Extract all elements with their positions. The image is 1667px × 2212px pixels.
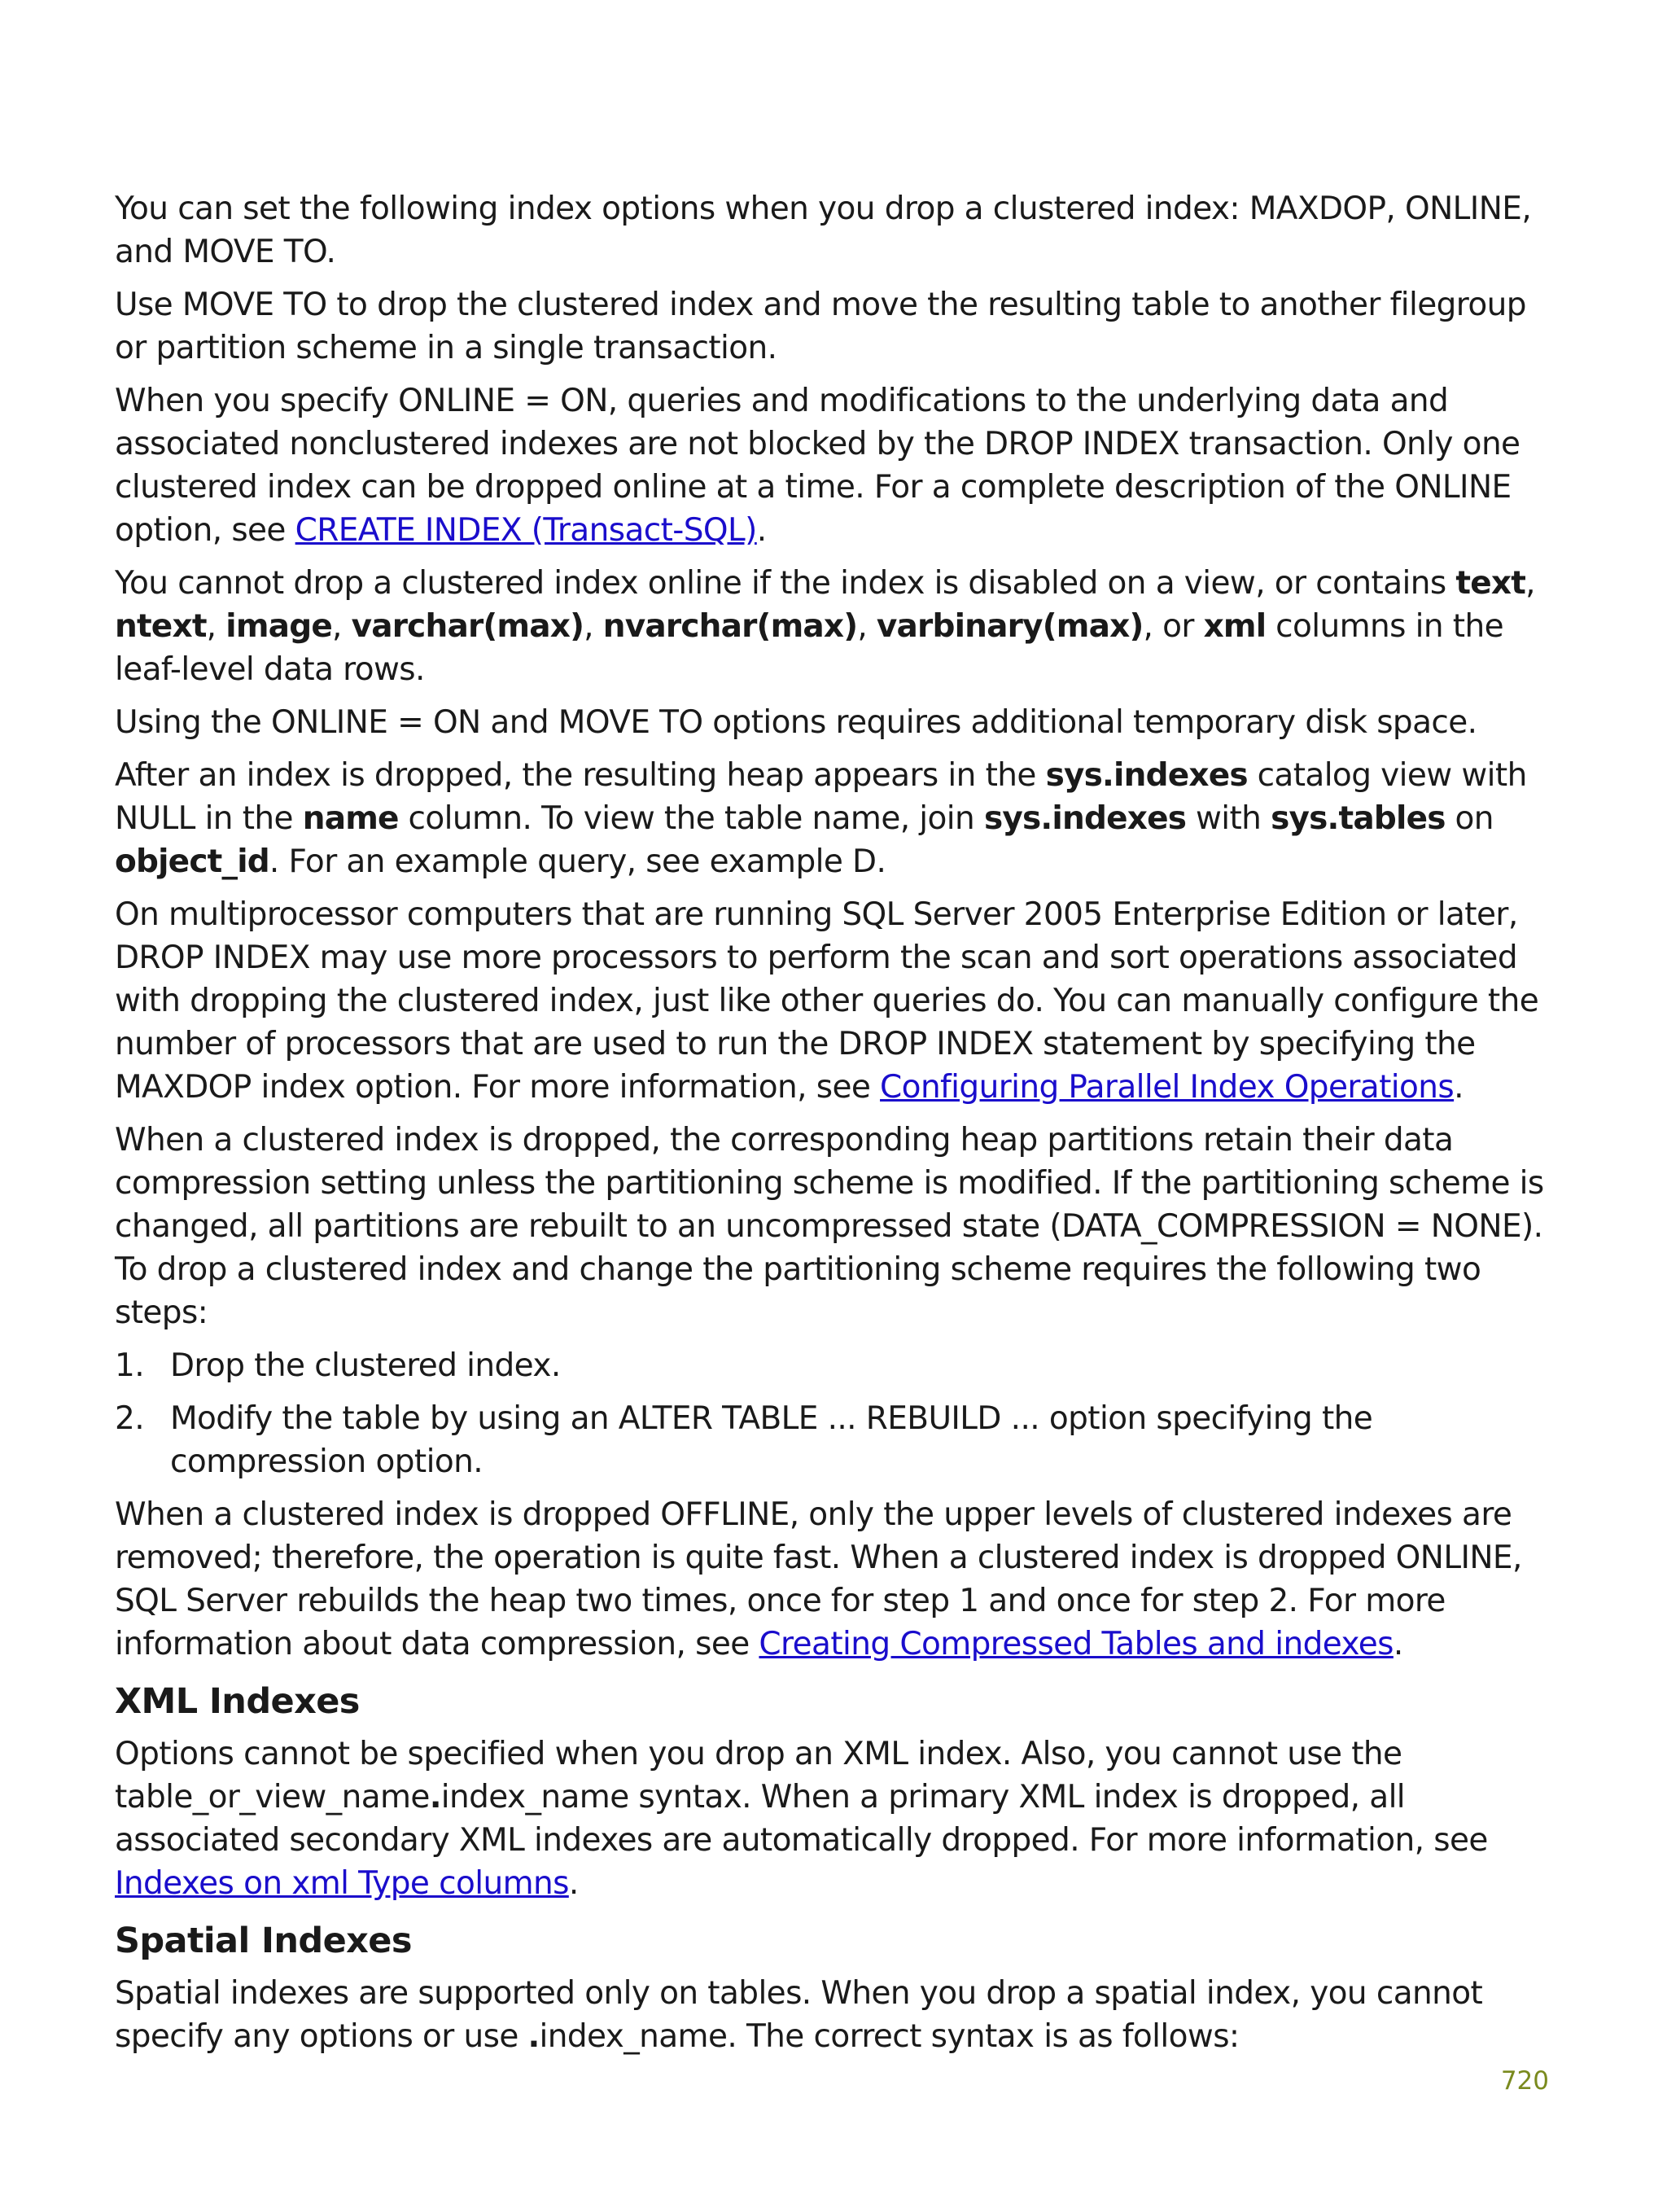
paragraph-move-to: Use MOVE TO to drop the clustered index and move the resulting table to another filegroup or partition scheme in a single transaction. [115,287,1526,366]
heading-xml-indexes: XML Indexes [115,1681,360,1722]
link-parallel-index-operations[interactable]: Configuring Parallel Index Operations [880,1069,1455,1106]
paragraph-heap-sys-indexes: After an index is dropped, the resulting heap appears in the sys.indexes catalog view with NULL in the name column. To view the table name, join sys.indexes with sys.tables on object_id. For an example query, see example D. [115,757,1527,880]
steps-list [115,1344,1555,1483]
document-page [115,187,1555,2068]
link-indexes-on-xml[interactable]: Indexes on xml Type columns [115,1865,569,1902]
paragraph-online-on: When you specify ONLINE = ON, queries and modifications to the underlying data and associated nonclustered indexes are not blocked by the DROP INDEX transaction. Only one clustered index can be dropped online at a time. For a complete description of the ONLINE option, see CREATE INDEX (Transact-SQL). [115,383,1520,549]
heading-spatial-indexes: Spatial Indexes [115,1921,412,1961]
paragraph-offline-online: When a clustered index is dropped OFFLINE, only the upper levels of clustered indexes are removed; therefore, the operation is quite fast. When a clustered index is dropped ONLINE, SQL Server rebuilds the heap two times, once for step 1 and once for step 2. For more information about data compression, see Creating Compressed Tables and indexes. [115,1496,1522,1662]
link-create-index[interactable]: CREATE INDEX (Transact-SQL) [295,512,757,549]
paragraph-xml-indexes: Options cannot be specified when you drop an XML index. Also, you cannot use the table_or_view_name.index_name syntax. When a primary XML index is dropped, all associated secondary XML indexes are automatically dropped. For more information, see Indexes on xml Type columns. [115,1736,1488,1902]
list-item: 2. Modify the table by using an ALTER TABLE ... REBUILD ... option specifying the compression option. [115,1400,1373,1480]
paragraph-spatial-indexes: Spatial indexes are supported only on tables. When you drop a spatial index, you cannot specify any options or use .index_name. The correct syntax is as follows: [115,1975,1483,2055]
paragraph-disk-space: Using the ONLINE = ON and MOVE TO options requires additional temporary disk space. [115,704,1477,741]
paragraph-cannot-drop-online: You cannot drop a clustered index online if the index is disabled on a view, or contains text, ntext, image, varchar(max), nvarchar(max), varbinary(max), or xml columns in the leaf-level data rows. [115,565,1535,688]
page-number: 720 [1500,2066,1549,2096]
paragraph-index-options: You can set the following index options when you drop a clustered index: MAXDOP, ONLINE, and MOVE TO. [115,191,1532,270]
list-item: 1. Drop the clustered index. [115,1347,561,1384]
link-compressed-tables[interactable]: Creating Compressed Tables and indexes [759,1626,1394,1662]
paragraph-compression: When a clustered index is dropped, the corresponding heap partitions retain their data compression setting unless the partitioning scheme is modified. If the partitioning scheme is changed, all partitions are rebuilt to an uncompressed state (DATA_COMPRESSION = NONE). To drop a clustered index and change the partitioning scheme requires the following two steps: [115,1122,1544,1331]
paragraph-multiprocessor: On multiprocessor computers that are running SQL Server 2005 Enterprise Edition or later, DROP INDEX may use more processors to perform the scan and sort operations associated with dropping the clustered index, just like other queries do. You can manually configure the number of processors that are used to run the DROP INDEX statement by specifying the MAXDOP index option. For more information, see Configuring Parallel Index Operations. [115,896,1539,1106]
